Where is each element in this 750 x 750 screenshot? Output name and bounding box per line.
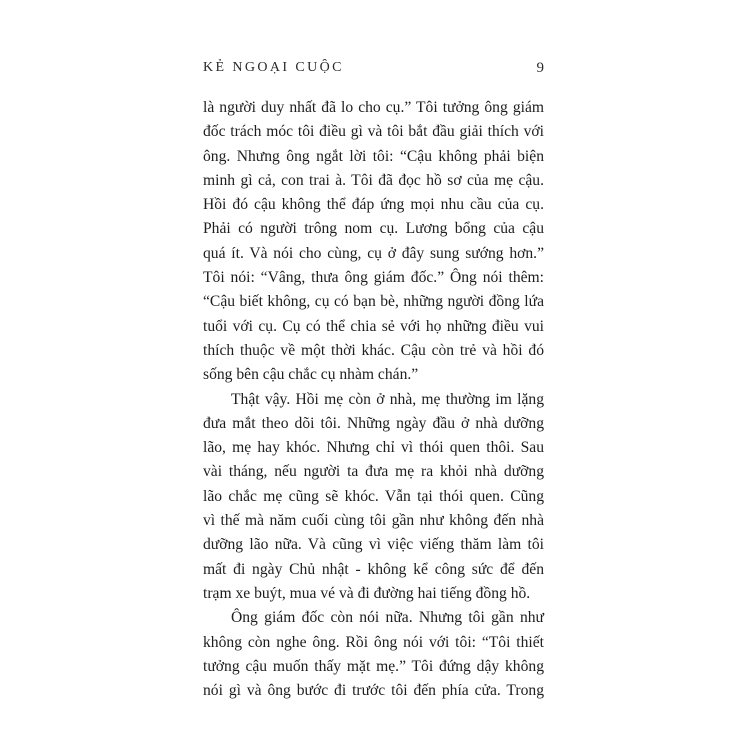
text-line: “Cậu biết không, cụ có bạn bè, những người đồng lứa (203, 293, 544, 311)
text-line: lão chắc mẹ cũng sẽ khóc. Vẫn tại thói quen. Cũng (203, 487, 544, 505)
text-line: không còn nghe ông. Rồi ông nói với tôi: “Tôi thiết (203, 633, 544, 651)
running-header (203, 60, 544, 82)
text-line: đốc trách móc tôi điều gì và tôi bắt đầu giải thích với (203, 123, 544, 141)
paragraph (203, 388, 544, 607)
text-line: Tôi nói: “Vâng, thưa ông giám đốc.” Ông nói thêm: (203, 269, 544, 287)
text-line: Hồi đó cậu không thể đáp ứng mọi nhu cầu của cụ. (203, 196, 544, 214)
text-line: mất đi ngày Chủ nhật - không kể công sức để đến (203, 560, 544, 578)
text-line: nói gì và ông bước đi trước tôi đến phía cửa. Trong (203, 682, 544, 700)
text-line: minh gì cả, con trai à. Tôi đã đọc hồ sơ của mẹ cậu. (203, 171, 544, 189)
text-line: dưỡng lão nữa. Và cũng vì việc viếng thăm làm tôi (203, 536, 544, 554)
text-line: tưởng cậu muốn thấy mặt mẹ.” Tôi đứng dậy không (203, 657, 544, 675)
text-line: vì thế mà năm cuối cùng tôi gần như không đến nhà (203, 512, 544, 530)
text-line: Thật vậy. Hồi mẹ còn ở nhà, mẹ thường im lặng (231, 390, 544, 408)
text-line: trạm xe buýt, mua vé và đi đường hai tiếng đồng hồ. (203, 584, 531, 602)
paragraph (203, 606, 544, 703)
running-title: KẺ NGOẠI CUỘC (203, 60, 344, 75)
text-line: là người duy nhất đã lo cho cụ.” Tôi tưởng ông giám (203, 99, 544, 116)
text-line: lão, mẹ hay khóc. Nhưng chỉ vì thói quen thôi. Sau (203, 439, 544, 457)
text-line: đưa mắt theo dõi tôi. Những ngày đầu ở nhà dưỡng (203, 414, 544, 432)
text-line: quá ít. Và nói cho cùng, cụ ở đây sung sướng hơn.” (203, 244, 544, 262)
text-line: Ông giám đốc còn nói nữa. Nhưng tôi gần như (231, 609, 544, 627)
text-line: ông. Nhưng ông ngắt lời tôi: “Cậu không phải biện (203, 147, 544, 165)
text-line: tuổi với cụ. Cụ có thể chia sẻ với họ những điều vui (203, 317, 544, 335)
page-number: 9 (536, 60, 544, 76)
text-line: vài tháng, nếu người ta đưa mẹ ra khỏi nhà dưỡng (203, 463, 544, 481)
text-line: Phải có người trông nom cụ. Lương bổng của cậu (203, 220, 544, 238)
body-text (203, 96, 544, 703)
text-line: sống bên cậu chắc cụ nhàm chán.” (203, 366, 419, 384)
paragraph (203, 96, 544, 388)
text-line: thích thuộc về một thời khác. Cậu còn trẻ và hồi đó (203, 341, 544, 359)
